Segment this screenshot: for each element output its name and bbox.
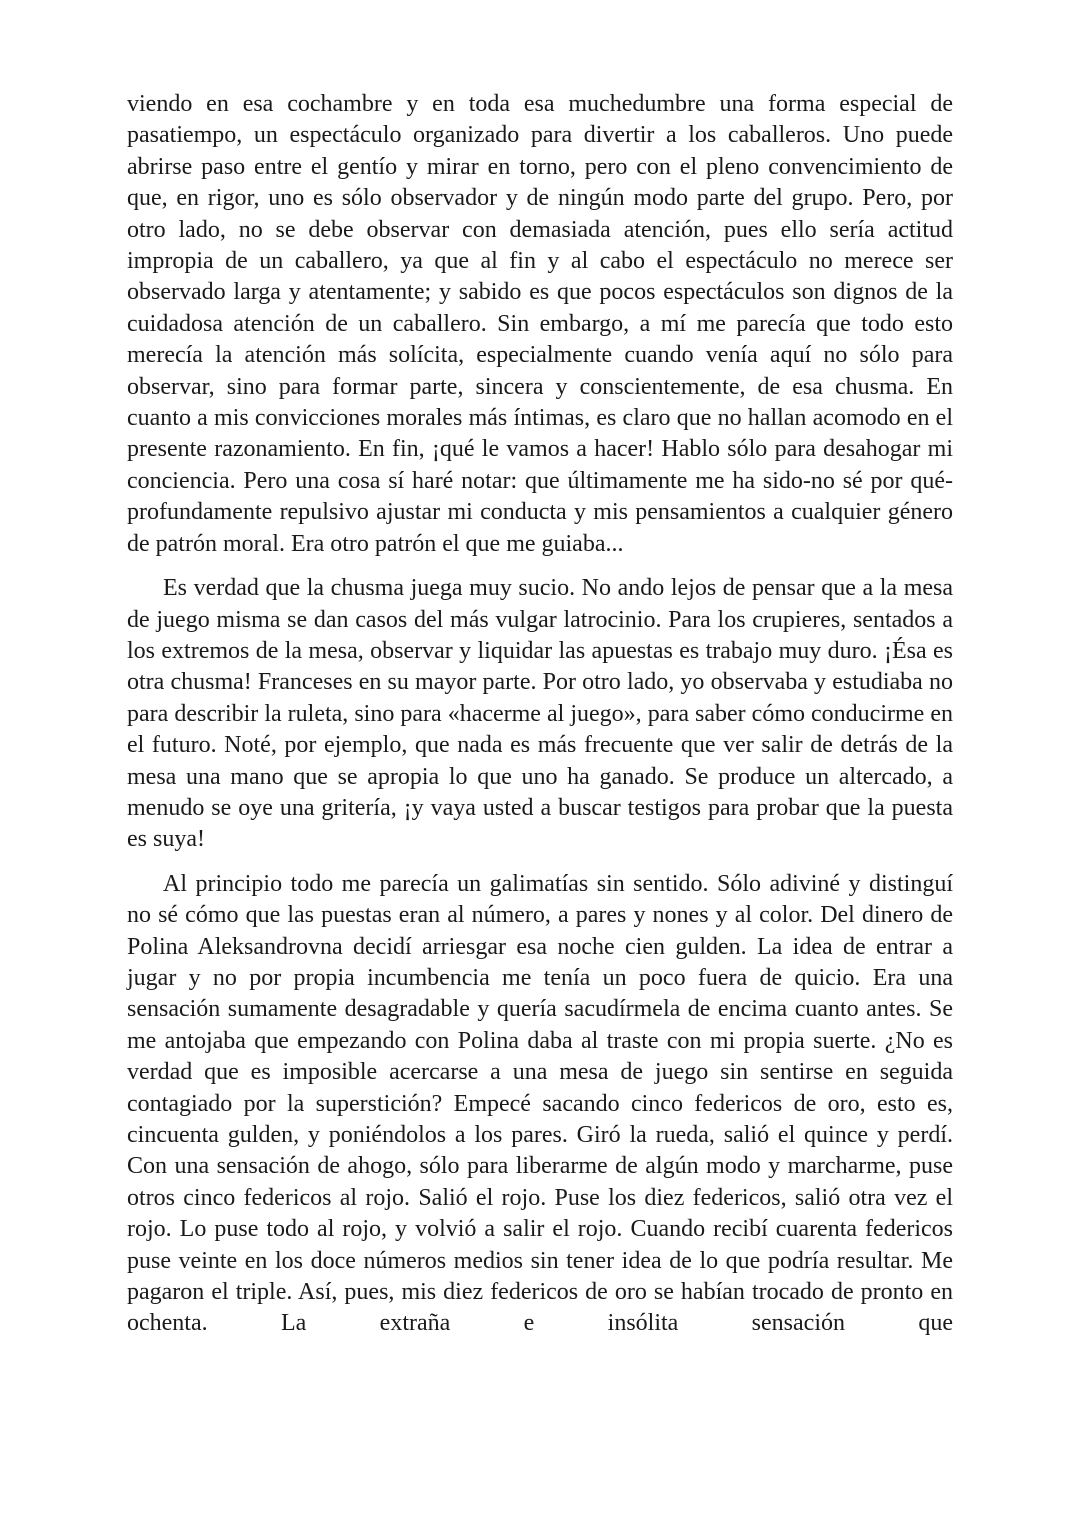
document-page xyxy=(127,89,953,1340)
paragraph-first-bets: Al principio todo me parecía un galimatías sin sentido. Sólo adiviné y distinguí no sé cómo que las puestas eran al número, a pares y nones y al color. Del dinero de Polina Aleksandrovna decidí arriesgar esa noche cien gulden. La idea de entrar a jugar y no por propia incumbencia me tenía un poco fuera de quicio. Era una sensación sumamente desagradable y quería sacudírmela de encima cuanto antes. Se me antojaba que empezando con Polina daba al traste con mi propia suerte. ¿No es verdad que es imposible acercarse a una mesa de juego sin sentirse en seguida contagiado por la superstición? Empecé sacando cinco federicos de oro, esto es, cincuenta gulden, y poniéndolos a los pares. Giró la rueda, salió el quince y perdí. Con una sensación de ahogo, sólo para liberarme de algún modo y marcharme, puse otros cinco federicos al rojo. Salió el rojo. Puse los diez federicos, salió otra vez el rojo. Lo puse todo al rojo, y volvió a salir el rojo. Cuando recibí cuarenta federicos puse veinte en los doce números medios sin tener idea de lo que podría resultar. Me pagaron el triple. Así, pues, mis diez federicos de oro se habían trocado de pronto en ochenta. La extraña e insólita sensación que xyxy=(127,870,953,1337)
paragraph-chusma: Es verdad que la chusma juega muy sucio. No ando lejos de pensar que a la mesa de juego misma se dan casos del más vulgar latrocinio. Para los crupieres, sentados a los extremos de la mesa, observar y liquidar las apuestas es trabajo muy duro. ¡Ésa es otra chusma! Franceses en su mayor parte. Por otro lado, yo observaba y estudiaba no para describir la ruleta, sino para «hacerme al juego», para saber cómo conducirme en el futuro. Noté, por ejemplo, que nada es más frecuente que ver salir de detrás de la mesa una mano que se apropia lo que uno ha ganado. Se produce un altercado, a menudo se oye una gritería, ¡y vaya usted a buscar testigos para probar que la puesta es suya! xyxy=(127,575,953,853)
paragraph-continuation: viendo en esa cochambre y en toda esa muchedumbre una forma especial de pasatiempo, un espectáculo organizado para divertir a los caballeros. Uno puede abrirse paso entre el gentío y mirar en torno, pero con el pleno convencimiento de que, en rigor, uno es sólo observador y de ningún modo parte del grupo. Pero, por otro lado, no se debe observar con demasiada atención, pues ello sería actitud impropia de un caballero, ya que al fin y al cabo el espectáculo no merece ser observado larga y atentamente; y sabido es que pocos espectáculos son dignos de la cuidadosa atención de un caballero. Sin embargo, a mí me parecía que todo esto merecía la atención más solícita, especialmente cuando venía aquí no sólo para observar, sino para formar parte, sincera y conscientemente, de esa chusma. En cuanto a mis convicciones morales más íntimas, es claro que no hallan acomodo en el presente razonamiento. En fin, ¡qué le vamos a hacer! Hablo sólo para desahogar mi conciencia. Pero una cosa sí haré notar: que últimamente me ha sido-no sé por qué-profundamente repulsivo ajustar mi conducta y mis pensamientos a cualquier género de patrón moral. Era otro patrón el que me guiaba... xyxy=(127,91,953,557)
